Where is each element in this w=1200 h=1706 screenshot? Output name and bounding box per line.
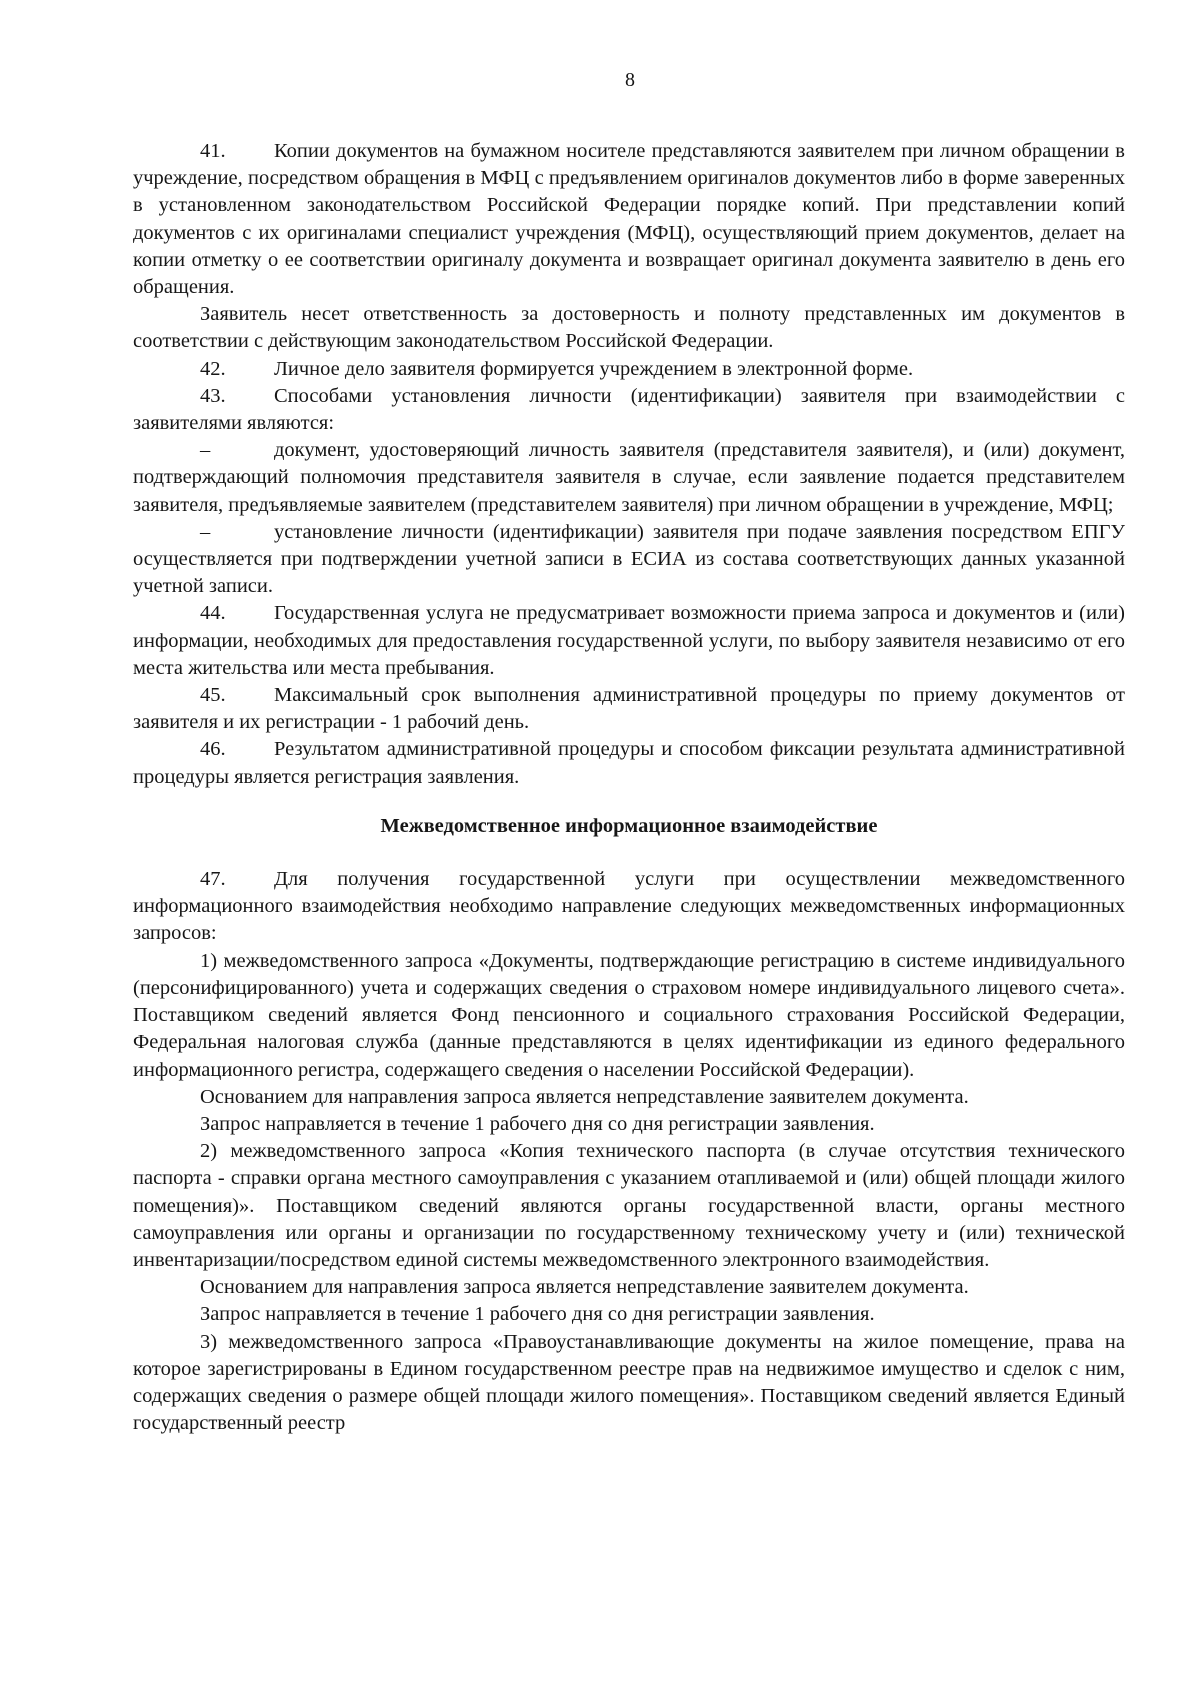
request-basis-2	[133, 1274, 1125, 1301]
paragraph-responsibility	[133, 301, 1125, 355]
paragraph-text: Копии документов на бумажном носителе представляются заявителем при личном обращении в учреждение, посредством обращения в МФЦ с предъявлением оригиналов документов либо в форме заверенных в установленном законодательством Российской Федерации порядке копий. При представлении копий документов с их оригиналами специалист учреждения (МФЦ), осуществляющий прием документов, делает на копии отметку о ее соответствии оригиналу документа и возвращает оригинал документа заявителю в день его обращения.	[133, 140, 1125, 299]
paragraph-text: Государственная услуга не предусматривает возможности приема запроса и документов и (или) информации, необходимых для предоставления государственной услуги, по выбору заявителя независимо от его места жительства или места пребывания.	[133, 602, 1125, 679]
paragraph-text: Основанием для направления запроса является непредставление заявителем документа.	[200, 1276, 969, 1299]
paragraph-number: 42.	[200, 357, 226, 380]
paragraph-text: Личное дело заявителя формируется учреждением в электронной форме.	[274, 357, 914, 380]
paragraph-number: 44.	[200, 602, 226, 625]
paragraph-number: 43.	[200, 384, 226, 407]
request-deadline-2	[133, 1301, 1125, 1328]
page-number: 8	[625, 69, 635, 91]
paragraph-text: Результатом административной процедуры и способом фиксации результата административной процедуры является регистрация заявления.	[133, 738, 1125, 788]
list-dash: –	[200, 520, 211, 543]
section-heading: Межведомственное информационное взаимодействие	[380, 814, 878, 837]
paragraph-text: 2) межведомственного запроса «Копия технического паспорта (в случае отсутствия технического паспорта - справки органа местного самоуправления с указанием отапливаемой и (или) общей площади жилого помещения)». Поставщиком сведений являются органы государственной власти, органы местного самоуправления или органы и организации по государственному техническому учету и (или) технической инвентаризации/посредством единой системы межведомственного электронного взаимодействия.	[133, 1140, 1125, 1271]
request-basis-1	[133, 1084, 1125, 1111]
paragraph-number: 45.	[200, 684, 226, 707]
paragraph-45	[133, 682, 1125, 736]
paragraph-text: Заявитель несет ответственность за достоверность и полноту представленных им документов в соответствии с действующим законодательством Российской Федерации.	[133, 303, 1125, 353]
paragraph-47	[133, 866, 1125, 948]
paragraph-text: 1) межведомственного запроса «Документы, подтверждающие регистрацию в системе индивидуального (персонифицированного) учета и содержащих сведения о страховом номере индивидуального лицевого счета». Поставщиком сведений является Фонд пенсионного и социального страхования Российской Федерации, Федеральная налоговая служба (данные представляются в целях идентификации из единого федерального информационного регистра, содержащего сведения о населении Российской Федерации).	[133, 949, 1125, 1081]
paragraph-text: Способами установления личности (идентификации) заявителя при взаимодействии с заявителями являются:	[133, 384, 1125, 435]
paragraph-text: документ, удостоверяющий личность заявителя (представителя заявителя), и (или) документ, подтверждающий полномочия представителя заявителя в случае, если заявление подается представителем заявителя, предъявляемые заявителем (представителем заявителя) при личном обращении в учреждение, МФЦ;	[133, 439, 1125, 516]
paragraph-text: Запрос направляется в течение 1 рабочего дня со дня регистрации заявления.	[200, 1112, 875, 1135]
request-item-1	[133, 948, 1125, 1084]
paragraph-43	[133, 383, 1125, 437]
paragraph-text: Основанием для направления запроса является непредставление заявителем документа.	[200, 1085, 969, 1108]
paragraph-text: Для получения государственной услуги при осуществлении межведомственного информационного взаимодействия необходимо направление следующих межведомственных информационных запросов:	[133, 868, 1125, 945]
paragraph-42	[133, 356, 1125, 383]
paragraph-text: Запрос направляется в течение 1 рабочего дня со дня регистрации заявления.	[200, 1303, 875, 1326]
paragraph-text: 3) межведомственного запроса «Правоустанавливающие документы на жилое помещение, права на которое зарегистрированы в Едином государственном реестре прав на недвижимое имущество и сделок с ним, содержащих сведения о размере общей площади жилого помещения». Поставщиком сведений является Единый государственный реестр	[133, 1330, 1125, 1435]
request-deadline-1	[133, 1111, 1125, 1138]
list-item-identity-document	[133, 437, 1125, 519]
list-item-epgu-identification	[133, 519, 1125, 601]
request-item-2	[133, 1138, 1125, 1274]
paragraph-number: 41.	[200, 140, 226, 162]
paragraph-text: Максимальный срок выполнения административной процедуры по приему документов от заявителя и их регистрации - 1 рабочий день.	[133, 684, 1125, 734]
paragraph-number: 47.	[200, 868, 226, 891]
document-body	[133, 138, 1125, 1437]
request-item-3	[133, 1329, 1125, 1438]
list-dash: –	[200, 439, 211, 462]
paragraph-41	[133, 138, 1125, 301]
paragraph-number: 46.	[200, 738, 226, 761]
paragraph-44	[133, 600, 1125, 682]
paragraph-text: установление личности (идентификации) заявителя при подаче заявления посредством ЕПГУ осуществляется при подтверждении учетной записи в ЕСИА из состава соответствующих данных указанной учетной записи.	[133, 520, 1125, 598]
paragraph-46	[133, 736, 1125, 790]
